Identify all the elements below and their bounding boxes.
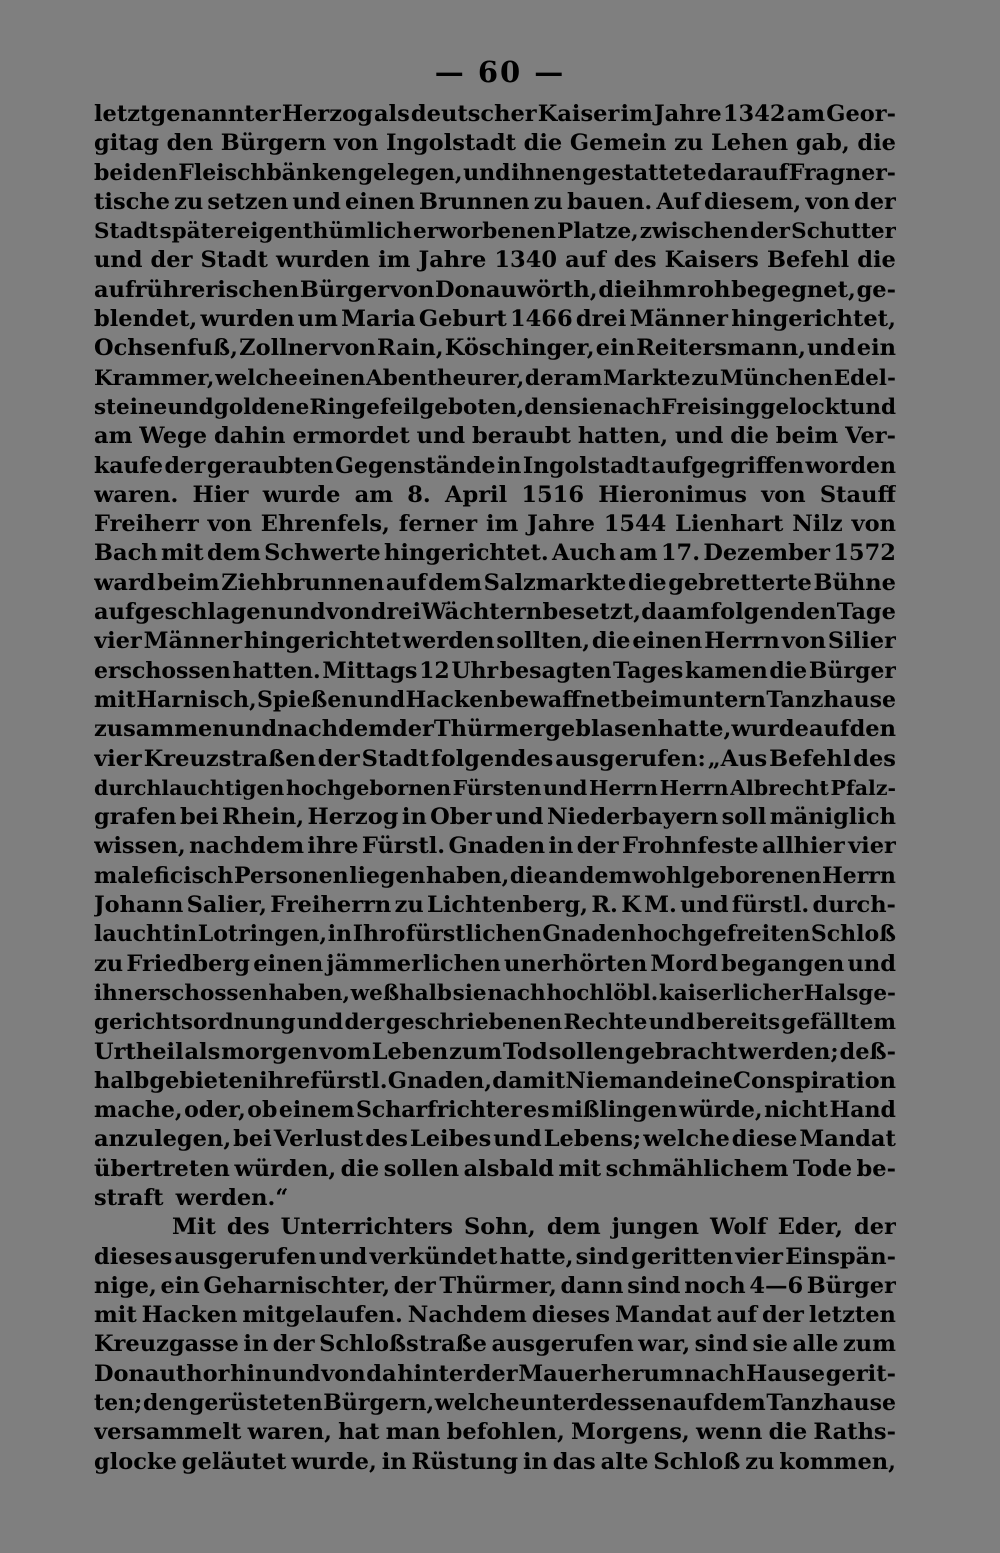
text-line: und der Stadt wurden im Jahre 1340 auf des Kaisers Befehl die (94, 247, 896, 274)
text-line: maleficisch Personen liegen haben, die an dem wohlgeborenen Herrn (94, 862, 896, 889)
text-line: Donauthor hin und von da hinter der Mauer herum nach Hause gerit- (94, 1360, 896, 1387)
text-line: aufgeschlagen und von drei Wächtern besetzt, da am folgenden Tage (94, 599, 896, 626)
text-line: ihn erschossen haben, weßhalb sie nach hochlöbl. kaiserlicher Halsge- (94, 980, 896, 1006)
text-line: ward beim Ziehbrunnen auf dem Salzmarkte die gebretterte Bühne (94, 569, 896, 596)
body-text (94, 100, 896, 1477)
text-line: anzulegen, bei Verlust des Leibes und Lebens; welche diese Mandat (94, 1126, 896, 1153)
text-line: Kreuzgasse in der Schloßstraße ausgerufen war, sind sie alle zum (94, 1331, 896, 1358)
text-line: gitag den Bürgern von Ingolstadt die Gemein zu Lehen gab, die (94, 130, 896, 157)
text-line: Urtheil als morgen vom Leben zum Tod sollen gebracht werden; deß- (94, 1038, 896, 1065)
text-line: tische zu setzen und einen Brunnen zu bauen. Auf diesem, von der (94, 188, 896, 215)
text-line: Mit des Unterrichters Sohn, dem jungen Wolf Eder, der (172, 1214, 896, 1241)
text-line: zusammen und nachdem der Thürmer geblasen hatte, wurde auf den (94, 716, 896, 743)
text-line: Bach mit dem Schwerte hingerichtet. Auch am 17. Dezember 1572 (94, 540, 896, 567)
text-line: Johann Salier, Freiherrn zu Lichtenberg, R. K M. und fürstl. durch- (94, 892, 896, 919)
text-line: mache, oder, ob einem Scharfrichter es mißlingen würde, nicht Hand (94, 1097, 896, 1124)
text-line: kaufe der geraubten Gegenstände in Ingolstadt aufgegriffen worden (94, 452, 896, 479)
text-line: aufrührerischen Bürger von Donauwörth, die ihm roh begegnet, ge- (94, 276, 896, 303)
text-line: vier Männer hingerichtet werden sollten, die einen Herrn von Silier (94, 628, 896, 655)
text-line: durchlauchtigen hochgebornen Fürsten und Herrn Herrn Albrecht Pfalz- (94, 775, 896, 800)
text-line: waren. Hier wurde am 8. April 1516 Hieronimus von Stauff (94, 481, 896, 508)
text-line: straft werden.“ (94, 1184, 289, 1211)
text-line: am Wege dahin ermordet und beraubt hatten, und die beim Ver- (94, 423, 896, 450)
text-line: blendet, wurden um Maria Geburt 1466 drei Männer hingerichtet, (94, 306, 896, 333)
text-line: nige, ein Geharnischter, der Thürmer, dann sind noch 4—6 Bürger (94, 1272, 896, 1299)
text-line: glocke geläutet wurde, in Rüstung in das alte Schloß zu kommen, (94, 1448, 896, 1475)
text-line: ten; den gerüsteten Bürgern, welche unterdessen auf dem Tanzhause (94, 1390, 896, 1417)
text-line: wissen, nachdem ihre Fürstl. Gnaden in der Frohnfeste allhier vier (94, 833, 896, 860)
text-line: Ochsenfuß, Zollner von Rain, Köschinger, ein Reitersmann, und ein (94, 335, 896, 362)
text-line: Stadt später eigenthümlich erworbenen Platze, zwischen der Schutter (94, 219, 896, 245)
text-line: vier Kreuzstraßen der Stadt folgendes ausgerufen: „Aus Befehl des (94, 745, 896, 772)
text-line: Krammer, welche einen Abentheurer, der am Markte zu München Edel- (94, 365, 896, 391)
text-line: bei den Fleischbänken gelegen, und ihnen gestattete darauf Fragner- (94, 159, 896, 186)
text-line: mit Harnisch, Spießen und Hacken bewaffnet beim untern Tanzhause (94, 686, 896, 713)
text-line: übertreten würden, die sollen alsbald mit schmählichem Tode be- (94, 1155, 896, 1182)
text-line: mit Hacken mitgelaufen. Nachdem dieses Mandat auf der letzten (94, 1302, 896, 1329)
text-line: letztgenannter Herzog als deutscher Kaiser im Jahre 1342 am Geor- (94, 101, 896, 127)
text-line: gerichtsordnung und der geschriebenen Rechte und bereits gefälltem (94, 1010, 896, 1036)
text-line: erschossen hatten. Mittags 12 Uhr besagten Tages kamen die Bürger (94, 657, 896, 684)
text-line: dieses ausgerufen und verkündet hatte, sind geritten vier Einspän- (94, 1243, 896, 1270)
page-number: — 60 — (434, 55, 566, 89)
text-line: steine und goldene Ringe feilgeboten, den sie nach Freising gelockt und (94, 394, 896, 420)
text-line: Freiherr von Ehrenfels, ferner im Jahre 1544 Lienhart Nilz von (94, 511, 896, 538)
text-line: grafen bei Rhein, Herzog in Ober und Niederbayern soll mäniglich (94, 804, 896, 831)
text-line: versammelt waren, hat man befohlen, Morgens, wenn die Raths- (94, 1419, 896, 1446)
text-line: halb gebieten ihre fürstl. Gnaden, damit Niemand eine Conspiration (94, 1067, 896, 1094)
text-line: zu Friedberg einen jämmerlichen unerhörten Mord begangen und (94, 950, 896, 977)
text-line: laucht in Lotringen, in Ihro fürstlichen Gnaden hochgefreiten Schloß (94, 921, 896, 948)
